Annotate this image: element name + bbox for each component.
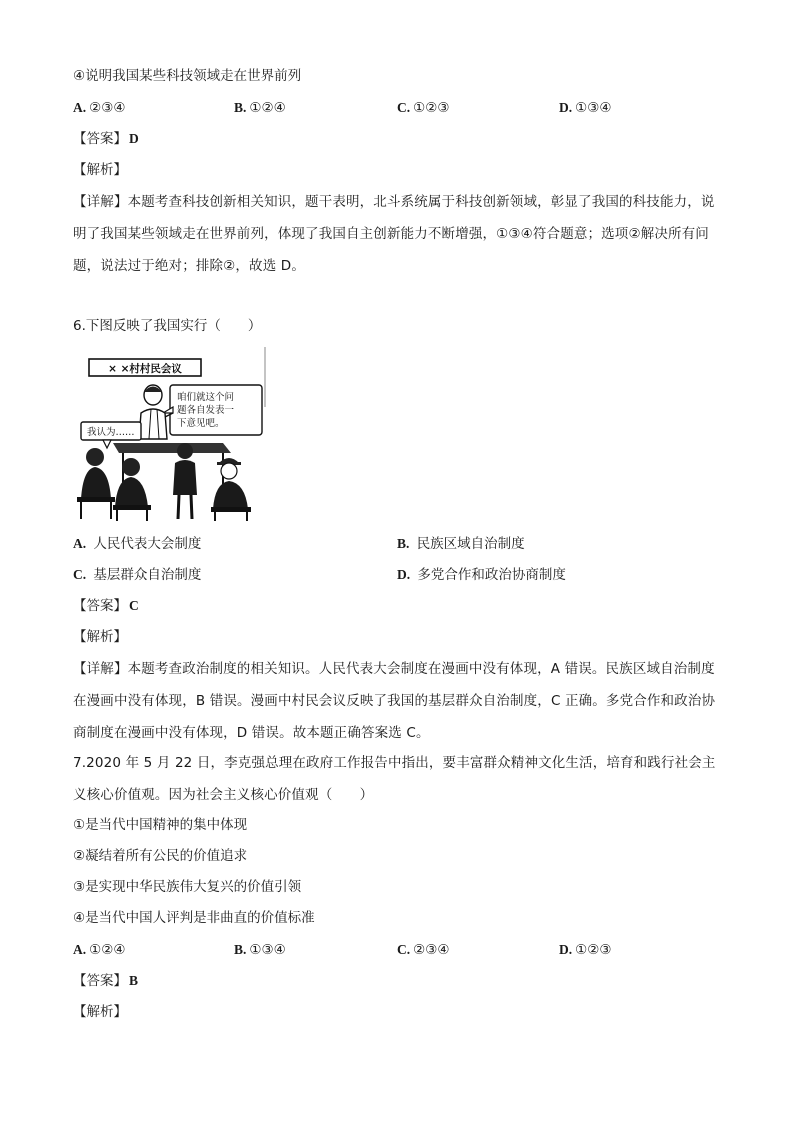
q7-options: [73, 940, 723, 960]
q6-detail: 【详解】本题考查政治制度的相关知识。人民代表大会制度在漫画中没有体现，A 错误。民族区域自治制度在漫画中没有体现，B 错误。漫画中村民会议反映了我国的基层群众自治制度，C 正确。多党合作和政治协商制度在漫画中没有体现，D 错误。故本题正确答案选 C。: [73, 661, 716, 741]
q5-option-b: B. ①②④: [234, 100, 286, 116]
q5-option-d: D. ①③④: [559, 100, 612, 116]
q7-item-1: ①是当代中国精神的集中体现: [73, 817, 248, 833]
q7-analysis-label: 【解析】: [73, 1004, 127, 1020]
q7-answer: 【答案】 B: [73, 973, 139, 989]
villager-left-figure: [77, 448, 115, 519]
q7-item-2: ②凝结着所有公民的价值追求: [73, 848, 248, 864]
leader-speech-line-2: 题各自发表一: [177, 405, 235, 416]
q5-options: [73, 98, 723, 118]
q5-detail: 【详解】本题考查科技创新相关知识，题干表明，北斗系统属于科技创新领域，彰显了我国的科技能力，说明了我国某些领域走在世界前列，体现了我国自主创新能力不断增强，①③④符合题意；选项②解决所有问题，说法过于绝对；排除②，故选 D。: [73, 194, 715, 274]
q7-option-b: B. ①③④: [234, 942, 286, 958]
q6-options-row-1: [73, 534, 723, 554]
villager-right-figure: [211, 458, 251, 521]
villager-middle-figure: [113, 458, 151, 521]
q7-stem: 7.2020 年 5 月 22 日，李克强总理在政府工作报告中指出，要丰富群众精神文化生活，培育和践行社会主义核心价值观。因为社会主义核心价值观（ ）: [73, 755, 716, 803]
q6-options-row-2: [73, 565, 723, 585]
q5-analysis-label: 【解析】: [73, 162, 127, 178]
q7-item-4: ④是当代中国人评判是非曲直的价值标准: [73, 910, 315, 926]
q6-answer: 【答案】 C: [73, 598, 139, 614]
leader-speech-line-3: 下意见吧。: [177, 418, 225, 429]
q5-item-4: ④说明我国某些科技领域走在世界前列: [73, 68, 302, 84]
villager-speech-text: 我认为……: [87, 427, 135, 438]
village-meeting-cartoon: [73, 347, 268, 522]
q7-option-d: D. ①②③: [559, 942, 612, 958]
q6-stem: 6.下图反映了我国实行（ ）: [73, 318, 262, 334]
q7-item-3: ③是实现中华民族伟大复兴的价值引领: [73, 879, 302, 895]
leader-speech-line-1: 咱们就这个问: [177, 392, 235, 403]
q5-option-a: A. ②③④: [73, 100, 126, 116]
q7-option-c: C. ②③④: [397, 942, 450, 958]
q6-analysis-label: 【解析】: [73, 629, 127, 645]
q6-option-b: B. 民族区域自治制度: [397, 536, 525, 552]
villager-standing-figure: [173, 443, 197, 519]
q7-option-a: A. ①②④: [73, 942, 126, 958]
q6-option-d: D. 多党合作和政治协商制度: [397, 567, 566, 583]
q6-option-a: A. 人民代表大会制度: [73, 536, 202, 552]
document-page: [73, 0, 723, 1123]
q5-answer: 【答案】 D: [73, 131, 139, 147]
q5-option-c: C. ①②③: [397, 100, 450, 116]
q6-option-c: C. 基层群众自治制度: [73, 567, 202, 583]
cartoon-drawing: [73, 347, 268, 522]
meeting-sign-text: × ×村村民会议: [108, 363, 182, 375]
